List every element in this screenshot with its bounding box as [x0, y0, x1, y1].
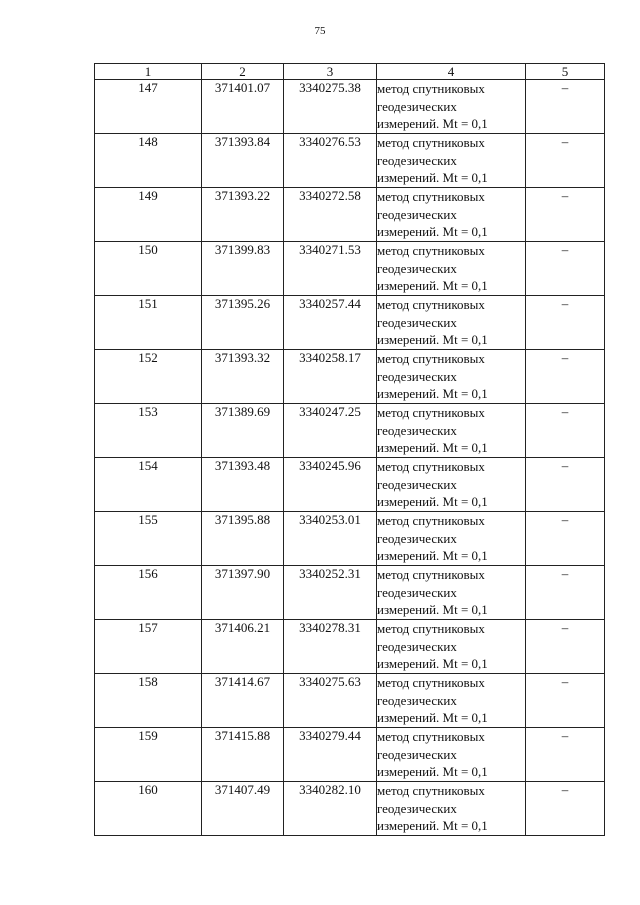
table-row	[95, 188, 605, 242]
method-text-line: геодезических	[377, 152, 457, 168]
table-row	[95, 458, 605, 512]
method-text-line: метод спутниковых	[377, 351, 485, 366]
table-row	[95, 296, 605, 350]
table-row	[95, 80, 605, 134]
point-number-cell: 154	[95, 458, 202, 512]
point-number-cell: 157	[95, 620, 202, 674]
note-cell: –	[526, 296, 605, 350]
method-cell	[377, 728, 526, 782]
method-text-line: метод спутниковых	[377, 243, 485, 258]
method-text-line: метод спутниковых	[377, 405, 485, 420]
method-text-line: измерений. Mt = 0,1	[377, 440, 488, 455]
column-header-4: 4	[377, 64, 526, 80]
method-text-line: геодезических	[377, 260, 457, 276]
y-coordinate-cell: 3340275.38	[284, 80, 377, 134]
method-text-line: измерений. Mt = 0,1	[377, 818, 488, 833]
method-cell	[377, 782, 526, 836]
method-text-line: метод спутниковых	[377, 297, 485, 312]
method-text-line: метод спутниковых	[377, 675, 485, 690]
y-coordinate-cell: 3340271.53	[284, 242, 377, 296]
point-number-cell: 152	[95, 350, 202, 404]
page-number: 75	[314, 25, 326, 37]
y-coordinate-cell: 3340275.63	[284, 674, 377, 728]
method-text-line: метод спутниковых	[377, 567, 485, 582]
method-text-line: геодезических	[377, 584, 457, 600]
table-row	[95, 782, 605, 836]
method-text-line: геодезических	[377, 800, 457, 816]
method-text-line: геодезических	[377, 638, 457, 654]
y-coordinate-cell: 3340272.58	[284, 188, 377, 242]
x-coordinate-cell: 371393.84	[202, 134, 284, 188]
x-coordinate-cell: 371397.90	[202, 566, 284, 620]
y-coordinate-cell: 3340276.53	[284, 134, 377, 188]
method-text-line: метод спутниковых	[377, 81, 485, 96]
method-text-line: метод спутниковых	[377, 135, 485, 150]
x-coordinate-cell: 371415.88	[202, 728, 284, 782]
x-coordinate-cell: 371414.67	[202, 674, 284, 728]
point-number-cell: 149	[95, 188, 202, 242]
method-text-line: метод спутниковых	[377, 783, 485, 798]
method-text-line: измерений. Mt = 0,1	[377, 278, 488, 293]
method-text-line: измерений. Mt = 0,1	[377, 170, 488, 185]
table-row	[95, 242, 605, 296]
column-header-1: 1	[95, 64, 202, 80]
table-row	[95, 404, 605, 458]
y-coordinate-cell: 3340247.25	[284, 404, 377, 458]
x-coordinate-cell: 371399.83	[202, 242, 284, 296]
method-text-line: геодезических	[377, 746, 457, 762]
note-cell: –	[526, 458, 605, 512]
method-text-line: геодезических	[377, 476, 457, 492]
method-text-line: геодезических	[377, 314, 457, 330]
point-number-cell: 156	[95, 566, 202, 620]
x-coordinate-cell: 371401.07	[202, 80, 284, 134]
method-cell	[377, 296, 526, 350]
point-number-cell: 150	[95, 242, 202, 296]
method-text-line: геодезических	[377, 692, 457, 708]
method-text-line: геодезических	[377, 530, 457, 546]
y-coordinate-cell: 3340279.44	[284, 728, 377, 782]
table-body	[95, 80, 605, 836]
column-header-2: 2	[202, 64, 284, 80]
method-text-line: измерений. Mt = 0,1	[377, 548, 488, 563]
method-text-line: измерений. Mt = 0,1	[377, 116, 488, 131]
point-number-cell: 147	[95, 80, 202, 134]
method-text-line: измерений. Mt = 0,1	[377, 224, 488, 239]
point-number-cell: 155	[95, 512, 202, 566]
method-text-line: измерений. Mt = 0,1	[377, 710, 488, 725]
method-text-line: геодезических	[377, 206, 457, 222]
table-row	[95, 566, 605, 620]
method-text-line: метод спутниковых	[377, 621, 485, 636]
note-cell: –	[526, 620, 605, 674]
x-coordinate-cell: 371407.49	[202, 782, 284, 836]
note-cell: –	[526, 404, 605, 458]
method-text-line: метод спутниковых	[377, 459, 485, 474]
note-cell: –	[526, 188, 605, 242]
coordinates-table	[94, 63, 605, 836]
note-cell: –	[526, 242, 605, 296]
method-cell	[377, 80, 526, 134]
note-cell: –	[526, 80, 605, 134]
point-number-cell: 158	[95, 674, 202, 728]
method-text-line: измерений. Mt = 0,1	[377, 602, 488, 617]
note-cell: –	[526, 566, 605, 620]
method-cell	[377, 188, 526, 242]
column-header-3: 3	[284, 64, 377, 80]
table-row	[95, 512, 605, 566]
method-text-line: геодезических	[377, 368, 457, 384]
note-cell: –	[526, 728, 605, 782]
method-cell	[377, 620, 526, 674]
y-coordinate-cell: 3340257.44	[284, 296, 377, 350]
method-cell	[377, 134, 526, 188]
method-text-line: метод спутниковых	[377, 189, 485, 204]
table-row	[95, 620, 605, 674]
method-text-line: геодезических	[377, 98, 457, 114]
point-number-cell: 148	[95, 134, 202, 188]
method-text-line: измерений. Mt = 0,1	[377, 386, 488, 401]
x-coordinate-cell: 371393.48	[202, 458, 284, 512]
x-coordinate-cell: 371395.88	[202, 512, 284, 566]
method-cell	[377, 242, 526, 296]
x-coordinate-cell: 371406.21	[202, 620, 284, 674]
method-text-line: измерений. Mt = 0,1	[377, 332, 488, 347]
y-coordinate-cell: 3340282.10	[284, 782, 377, 836]
method-cell	[377, 350, 526, 404]
note-cell: –	[526, 782, 605, 836]
table-row	[95, 674, 605, 728]
point-number-cell: 159	[95, 728, 202, 782]
table-header	[95, 64, 605, 80]
method-cell	[377, 458, 526, 512]
point-number-cell: 160	[95, 782, 202, 836]
method-cell	[377, 512, 526, 566]
table-row	[95, 134, 605, 188]
note-cell: –	[526, 512, 605, 566]
method-text-line: геодезических	[377, 422, 457, 438]
y-coordinate-cell: 3340245.96	[284, 458, 377, 512]
column-header-5: 5	[526, 64, 605, 80]
y-coordinate-cell: 3340252.31	[284, 566, 377, 620]
note-cell: –	[526, 350, 605, 404]
x-coordinate-cell: 371393.22	[202, 188, 284, 242]
y-coordinate-cell: 3340258.17	[284, 350, 377, 404]
header-row	[95, 64, 605, 80]
point-number-cell: 151	[95, 296, 202, 350]
table-row	[95, 728, 605, 782]
point-number-cell: 153	[95, 404, 202, 458]
method-text-line: измерений. Mt = 0,1	[377, 656, 488, 671]
method-cell	[377, 566, 526, 620]
table-row	[95, 350, 605, 404]
y-coordinate-cell: 3340253.01	[284, 512, 377, 566]
method-text-line: метод спутниковых	[377, 729, 485, 744]
x-coordinate-cell: 371389.69	[202, 404, 284, 458]
method-text-line: метод спутниковых	[377, 513, 485, 528]
method-text-line: измерений. Mt = 0,1	[377, 494, 488, 509]
note-cell: –	[526, 674, 605, 728]
note-cell: –	[526, 134, 605, 188]
method-text-line: измерений. Mt = 0,1	[377, 764, 488, 779]
method-cell	[377, 674, 526, 728]
x-coordinate-cell: 371393.32	[202, 350, 284, 404]
y-coordinate-cell: 3340278.31	[284, 620, 377, 674]
method-cell	[377, 404, 526, 458]
x-coordinate-cell: 371395.26	[202, 296, 284, 350]
